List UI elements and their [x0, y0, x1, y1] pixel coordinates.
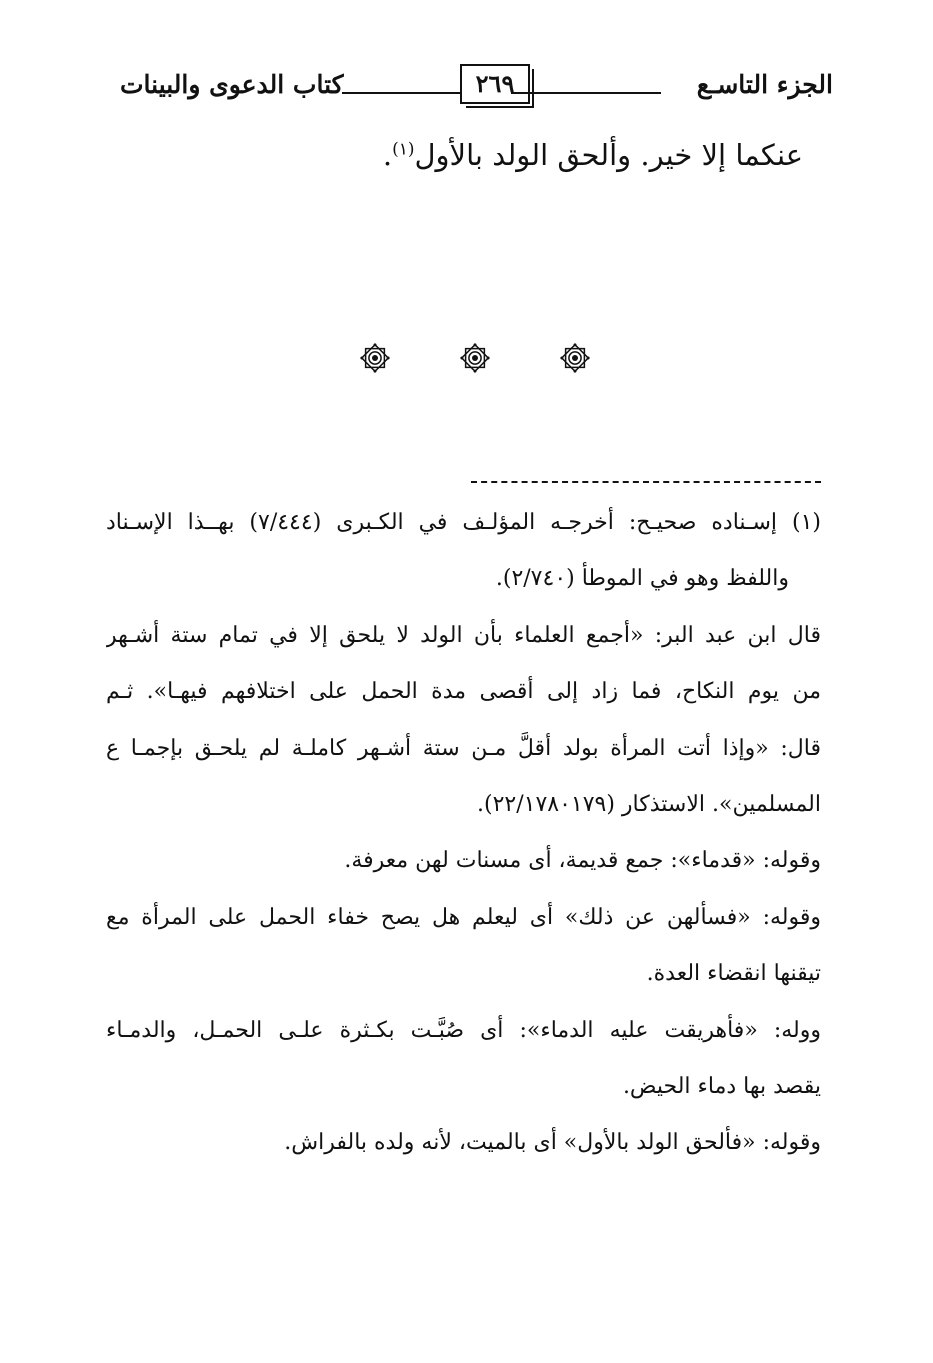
footnote-line: وقوله: «فسألهن عن ذلك» أى ليعلم هل يصح خفاء الحمل على المرأة مع	[106, 904, 821, 930]
footnote-reference[interactable]: (١)	[392, 139, 415, 160]
footnote-line: وقوله: «قدماء»: جمع قديمة، أى مسنات لهن معرفة.	[344, 848, 821, 874]
footnote-line: قال: «وإذا أتت المرأة بولد أقلَّ مـن ستة أشـهر كاملـة لم يلحـق بإجمـا ع	[106, 735, 821, 761]
footnote-line: من يوم النكاح، فما زاد إلى أقصى مدة الحمل على اختلافهم فيهـا». ثـم	[106, 679, 821, 705]
footnote-line: المسلمين». الاستذكار (٢٢/١٧٨٠١٧٩).	[477, 791, 821, 817]
body-text-content: عنكما إلا خير. وألحق الولد بالأول	[414, 138, 803, 172]
footnote-line: وقوله: «فألحق الولد بالأول» أى بالميت، لأنه ولده بالفراش.	[284, 1130, 821, 1156]
footnote-line: تيقنها انقضاء العدة.	[646, 961, 821, 987]
footnote-line: واللفظ وهو في الموطأ (٢/٧٤٠).	[495, 566, 789, 592]
volume-title: الجزء التاسـع	[696, 70, 833, 99]
body-end-punctuation: .	[382, 138, 393, 172]
footnote-line: يقصد بها دماء الحيض.	[622, 1073, 821, 1099]
section-ornaments	[360, 340, 590, 376]
ornamental-flower-icon	[360, 343, 390, 373]
footnote-line: ووله: «فأهريقت عليه الدماء»: أى صُبَّـت بكـثرة علـى الحمـل، والدمـاء	[106, 1017, 821, 1043]
header-rule-left	[342, 92, 460, 94]
page-number: ٢٦٩	[460, 64, 530, 104]
running-header	[120, 62, 833, 112]
ornamental-flower-icon	[560, 343, 590, 373]
footnote-line: قال ابن عبد البر: «أجمع العلماء بأن الولد لا يلحق إلا في تمام ستة أشـهر	[106, 622, 821, 648]
footnote-separator	[471, 481, 821, 483]
body-text	[383, 138, 803, 172]
footnotes	[106, 495, 821, 1172]
ornamental-flower-icon	[460, 343, 490, 373]
footnote-line: (١) إسـناده صحيـح: أخرجـه المؤلـف في الكـبرى (٧/٤٤٤) بهــذا الإسـناد	[106, 510, 821, 535]
book-title: كتاب الدعوى والبينات	[120, 70, 344, 99]
